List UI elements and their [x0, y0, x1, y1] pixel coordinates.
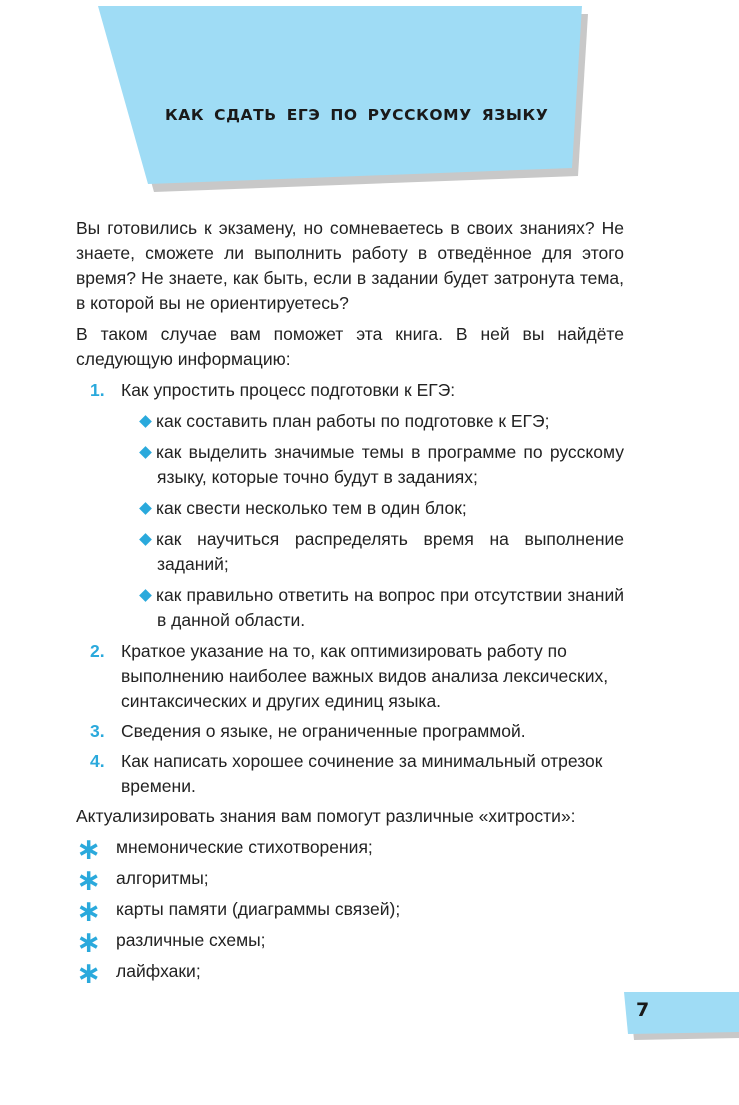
- trick-item: [76, 833, 624, 866]
- item-text: Как упростить процесс подготовки к ЕГЭ:: [121, 380, 456, 400]
- item-number: 2.: [90, 641, 105, 661]
- numbered-item-2: [76, 639, 624, 714]
- trick-item: [76, 926, 624, 959]
- sub-item-text: как выделить значимые темы в программе по русскому языку, которые точно будут в заданиях;: [156, 442, 624, 487]
- diamond-bullet-icon: [139, 415, 152, 428]
- sub-item-text: как научиться распределять время на выполнение заданий;: [156, 529, 624, 574]
- banner-shape: [0, 0, 739, 200]
- asterisk-icon: ∗: [76, 957, 102, 990]
- trick-text: алгоритмы;: [116, 868, 209, 888]
- trick-text: карты памяти (диаграммы связей);: [116, 899, 401, 919]
- item-text: Краткое указание на то, как оптимизировать работу по выполнению наиболее важных видов анализа лексических, синтаксических и других единиц языка.: [121, 641, 609, 711]
- chapter-title: КАК СДАТЬ ЕГЭ ПО РУССКОМУ ЯЗЫКУ: [165, 106, 549, 124]
- header-banner: [0, 0, 739, 200]
- main-content: [76, 216, 624, 990]
- trick-text: лайфхаки;: [116, 961, 201, 981]
- intro-paragraph-1: Вы готовились к экзамену, но сомневаетесь в своих знаниях? Не знаете, сможете ли выполнить работу в отведённое для этого время? Не знаете, как быть, если в задании будет затронута тема, в которой вы не ориентируетесь?: [76, 218, 624, 313]
- diamond-bullet-icon: [139, 533, 152, 546]
- sub-item: [121, 527, 624, 577]
- trick-item: [76, 957, 624, 990]
- sub-item-text: как составить план работы по подготовке к ЕГЭ;: [156, 411, 550, 431]
- sub-list: [121, 409, 624, 633]
- sub-item: [121, 496, 624, 521]
- page-tab-shape: [600, 990, 739, 1050]
- diamond-bullet-icon: [139, 446, 152, 459]
- diamond-bullet-icon: [139, 589, 152, 602]
- asterisk-icon: ∗: [76, 895, 102, 928]
- page-number: 7: [636, 999, 650, 1021]
- trick-text: мнемонические стихотворения;: [116, 837, 373, 857]
- trick-text: различные схемы;: [116, 930, 266, 950]
- sub-item-text: как свести несколько тем в один блок;: [156, 498, 467, 518]
- asterisk-icon: ∗: [76, 864, 102, 897]
- intro-paragraph-2: В таком случае вам поможет эта книга. В ней вы найдёте следующую информацию:: [76, 324, 624, 369]
- sub-item: [121, 409, 624, 434]
- trick-item: [76, 895, 624, 928]
- sub-item: [121, 583, 624, 633]
- asterisk-icon: ∗: [76, 833, 102, 866]
- diamond-bullet-icon: [139, 502, 152, 515]
- numbered-item-4: [76, 749, 624, 799]
- asterisk-icon: ∗: [76, 926, 102, 959]
- sub-item-text: как правильно ответить на вопрос при отсутствии знаний в данной области.: [156, 585, 624, 630]
- sub-item: [121, 440, 624, 490]
- numbered-item-1: [76, 378, 624, 633]
- item-number: 3.: [90, 721, 105, 741]
- item-number: 1.: [90, 380, 105, 400]
- numbered-list: [76, 378, 624, 799]
- item-number: 4.: [90, 751, 105, 771]
- numbered-item-3: [76, 719, 624, 744]
- tricks-list: [76, 833, 624, 990]
- trick-item: [76, 864, 624, 897]
- page-number-tab: [600, 990, 739, 1050]
- item-text: Сведения о языке, не ограниченные программой.: [121, 721, 526, 741]
- item-text: Как написать хорошее сочинение за минимальный отрезок времени.: [121, 751, 603, 796]
- tricks-lead: Актуализировать знания вам помогут различные «хитрости»:: [76, 806, 576, 826]
